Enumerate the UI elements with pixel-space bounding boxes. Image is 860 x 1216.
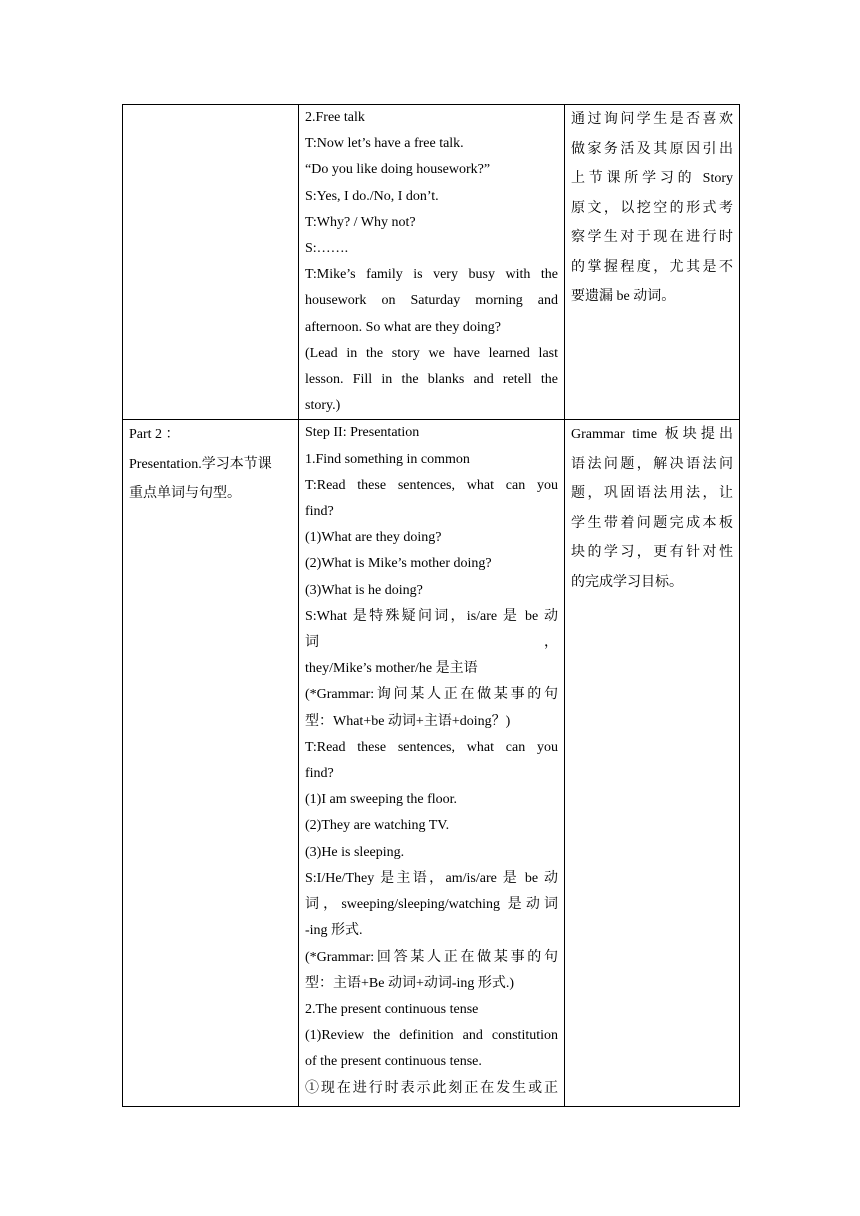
cell-line: 题，巩固语法用法，让 [571,486,733,502]
cell-line: (3)He is sleeping. [305,844,405,860]
cell-line: Part 2 ： [129,427,180,443]
cell-line: (Lead in the story we have learned last [305,345,558,361]
table-row [123,105,740,420]
cell-line: (1)I am sweeping the floor. [305,792,458,808]
activity-cell [299,420,565,1107]
cell-line: 要遗漏 be 动词。 [571,289,676,304]
cell-line: 学生带着问题完成本板 [571,515,733,531]
cell-line: T:Read these sentences, what can you [305,477,558,493]
cell-line: find? [305,504,334,520]
cell-line: T:Why? / Why not? [305,214,416,230]
cell-line: housework on Saturday morning and [305,293,558,309]
stage-cell [123,105,299,420]
cell-line: afternoon. So what are they doing? [305,319,501,335]
cell-line: Presentation.学习本节课 [129,456,272,472]
cell-line: 原文，以挖空的形式考 [571,200,733,216]
cell-line: Step II: Presentation [305,425,420,441]
cell-line: they/Mike’s mother/he 是主语 [305,661,478,677]
cell-line: (1)Review the definition and constitution [305,1028,558,1044]
cell-line: S:What 是特殊疑问词，is/are 是 be 动词， [305,608,558,651]
cell-line: 语法问题，解决语法问 [571,456,733,472]
cell-line: S:Yes, I do./No, I don’t. [305,188,439,204]
cell-line: 的掌握程度，尤其是不 [571,259,733,275]
cell-line: 1.Find something in common [305,451,470,467]
cell-line: find? [305,766,334,782]
cell-line: (2)They are watching TV. [305,818,450,834]
cell-line: (1)What are they doing? [305,530,442,546]
cell-line: ①现在进行时表示此刻正在发生或正 [305,1080,558,1096]
activity-cell [299,105,565,420]
cell-line: 2.The present continuous tense [305,1001,479,1017]
cell-line: 察学生对于现在进行时 [571,230,733,245]
cell-line: 型：主语+Be 动词+动词-ing 形式.) [305,975,515,991]
cell-line: S:……. [305,241,349,257]
table-row [123,420,740,1107]
cell-line: story.) [305,398,341,414]
cell-line: 的完成学习目标。 [571,574,683,590]
cell-line: -ing 形式. [305,923,363,939]
cell-line: T:Now let’s have a free talk. [305,136,464,152]
cell-line: 2.Free talk [305,110,365,125]
cell-line: 型：What+be 动词+主语+doing？) [305,713,511,729]
lesson-plan-table [122,104,740,1107]
cell-line: T:Mike’s family is very busy with the [305,267,558,283]
cell-line: 上节课所学习的 Story [571,171,733,186]
purpose-cell [565,420,740,1107]
cell-line: of the present continuous tense. [305,1054,482,1070]
cell-line: “Do you like doing housework?” [305,162,491,178]
cell-line: lesson. Fill in the blanks and retell the [305,372,558,388]
cell-line: (*Grammar:询问某人正在做某事的句 [305,687,558,703]
cell-line: (2)What is Mike’s mother doing? [305,556,492,572]
cell-line: 做家务活及其原因引出 [571,141,733,157]
cell-line: Grammar time 板块提出 [571,427,733,443]
cell-line: T:Read these sentences, what can you [305,739,558,755]
cell-line: 词，sweeping/sleeping/watching 是动词 [305,897,558,913]
cell-line: (3)What is he doing? [305,582,423,598]
cell-line: S:I/He/They 是主语，am/is/are 是 be 动 [305,870,558,886]
stage-cell [123,420,299,1107]
cell-line: 块的学习，更有针对性 [571,545,733,561]
purpose-cell [565,105,740,420]
cell-line: 重点单词与句型。 [129,486,241,502]
cell-line: (*Grammar:回答某人正在做某事的句 [305,949,558,965]
cell-line: 通过询问学生是否喜欢 [571,112,733,127]
